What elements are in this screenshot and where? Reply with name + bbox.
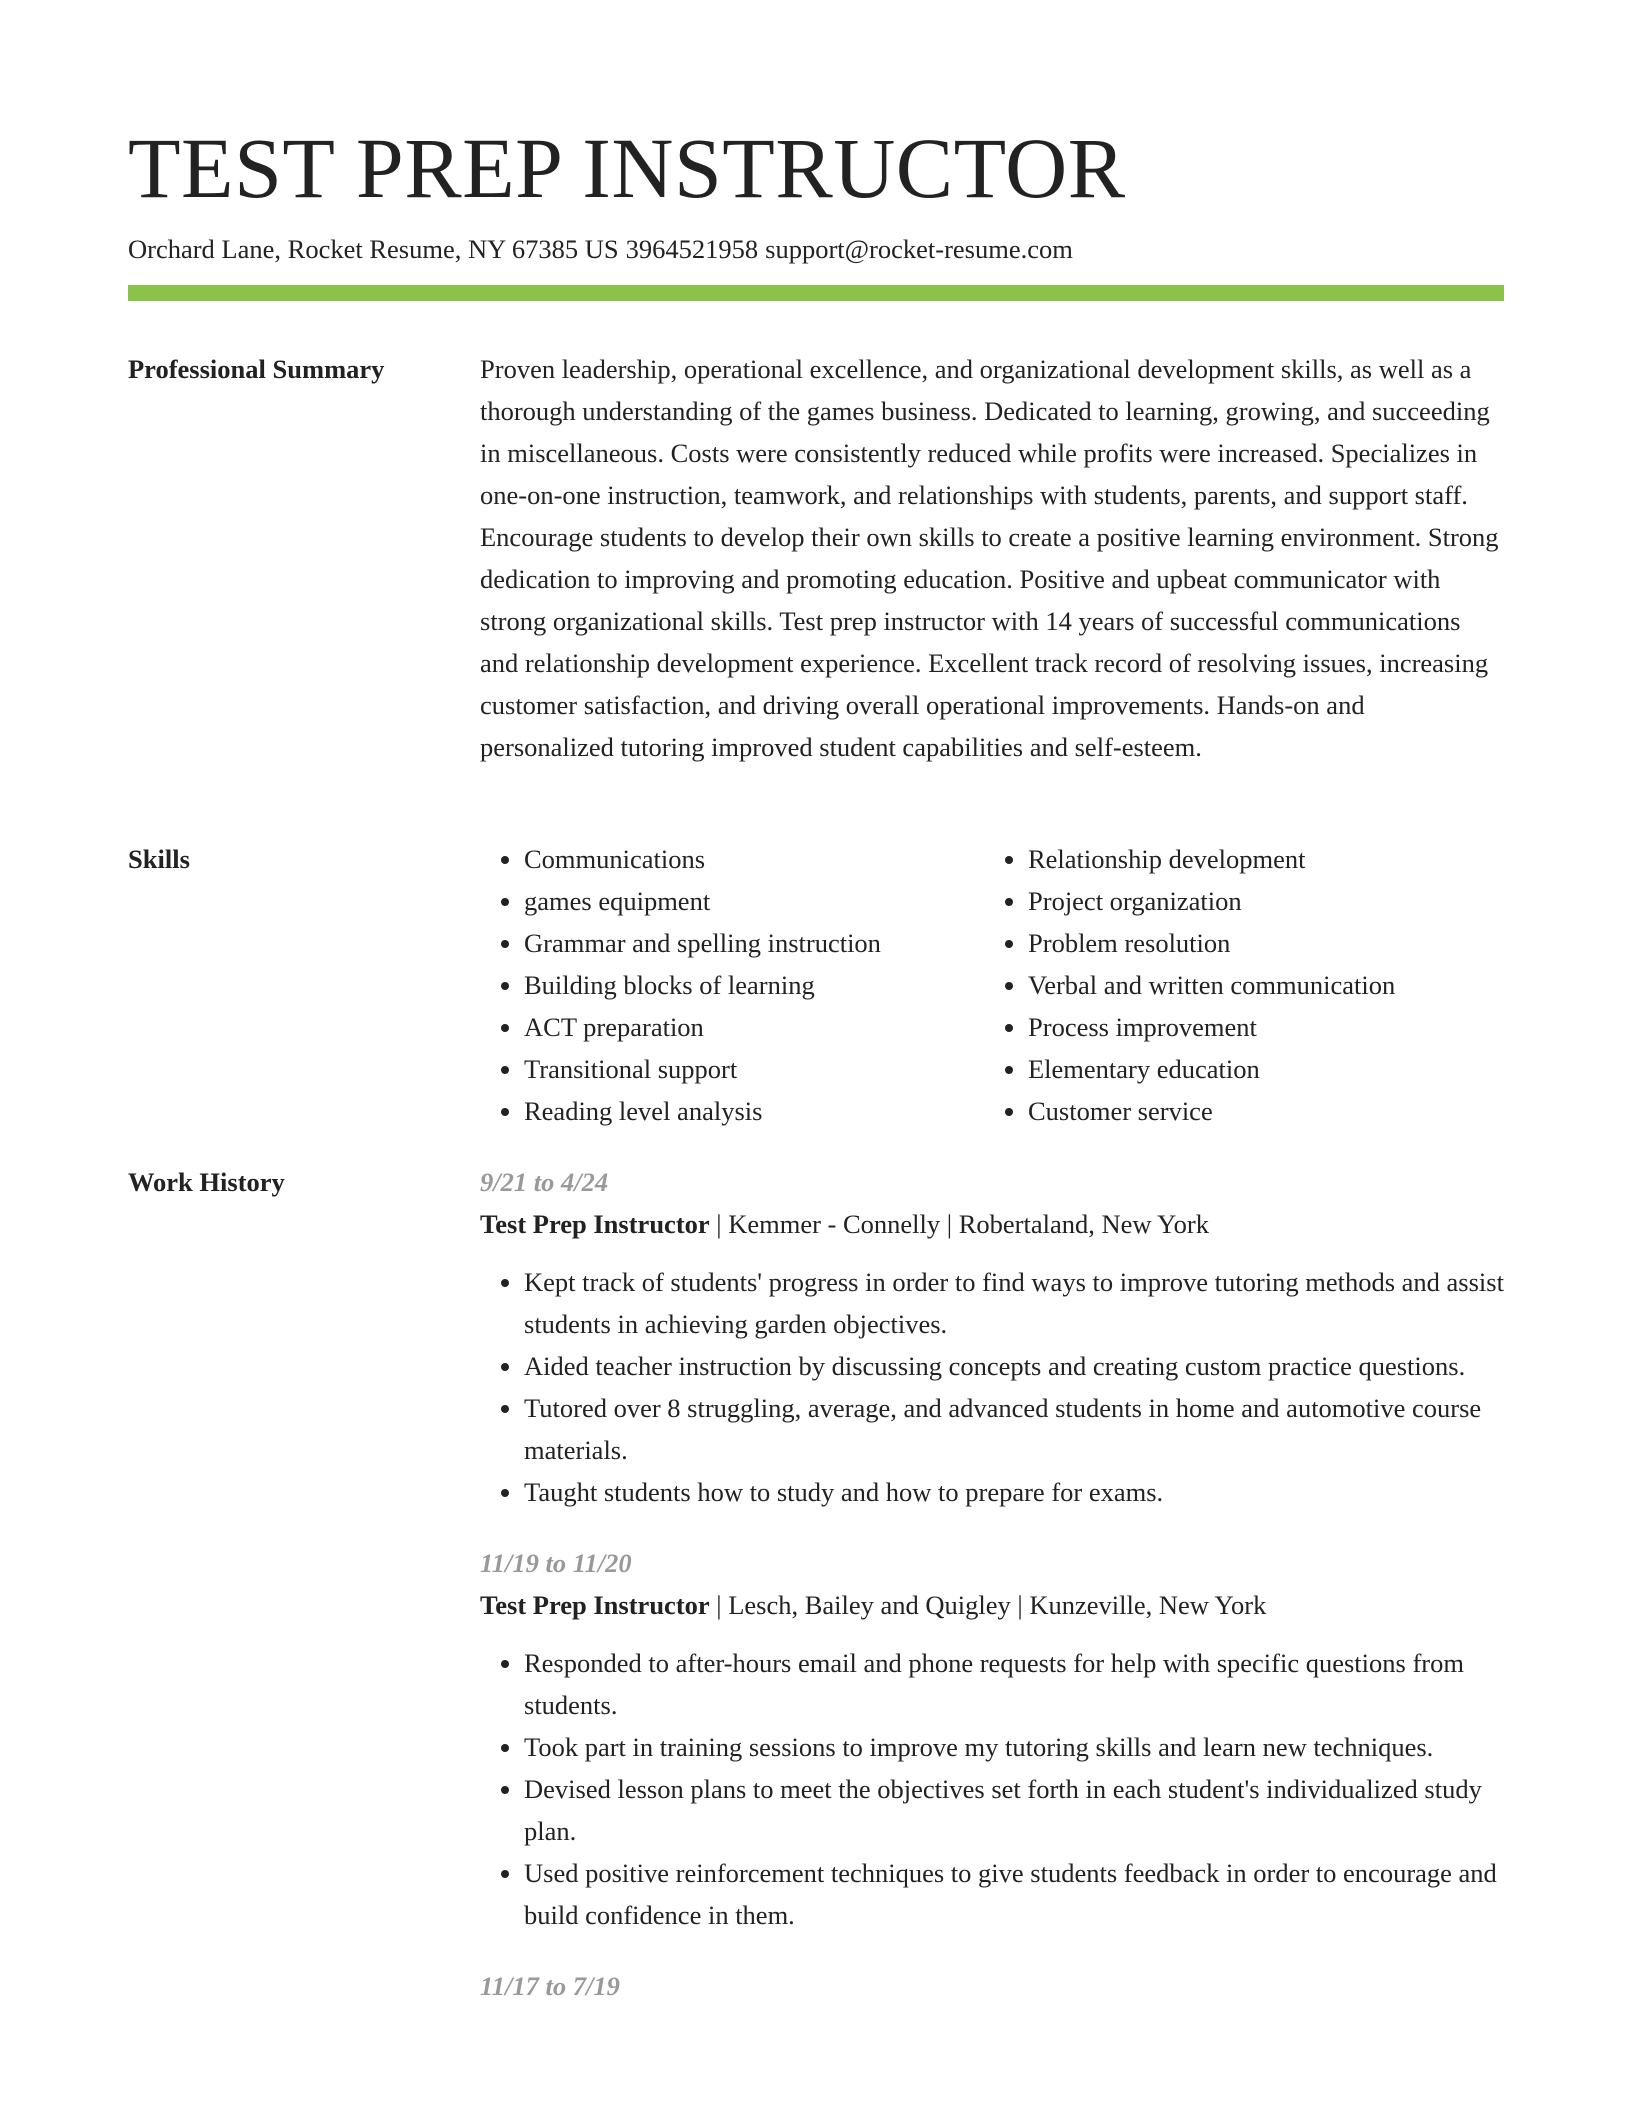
skill-item: • ACT preparation	[524, 1006, 984, 1048]
job-employer-location: | Kemmer - Connelly | Robertaland, New York	[709, 1209, 1209, 1239]
skill-item: • Verbal and written communication	[1028, 964, 1488, 1006]
job-duty: • Tutored over 8 struggling, average, and advanced students in home and automotive course materials.	[524, 1387, 1504, 1471]
skill-item: • Relationship development	[1028, 838, 1488, 880]
skill-item: • Process improvement	[1028, 1006, 1488, 1048]
job-duty: • Used positive reinforcement techniques to give students feedback in order to encourage and build confidence in them.	[524, 1852, 1504, 1936]
job-entry	[480, 1542, 1504, 1936]
job-dates: 9/21 to 4/24	[480, 1167, 609, 1197]
job-duty: • Kept track of students' progress in order to find ways to improve tutoring methods and assist students in achieving garden objectives.	[524, 1261, 1504, 1345]
skill-item: • Customer service	[1028, 1090, 1488, 1132]
contact-email: support@rocket-resume.com	[765, 234, 1073, 264]
job-title-line	[480, 1203, 1504, 1245]
contact-line	[128, 231, 1073, 267]
job-duty: • Responded to after-hours email and phone requests for help with specific questions from students.	[524, 1642, 1504, 1726]
skill-item: • Communications	[524, 838, 984, 880]
skills-body	[480, 838, 1504, 1132]
job-duties-list	[480, 1261, 1504, 1513]
job-dates: 11/17 to 7/19	[480, 1971, 620, 2001]
skills-list-right	[984, 838, 1488, 1132]
job-duty: • Devised lesson plans to meet the objectives set forth in each student's individualized study plan.	[524, 1768, 1504, 1852]
work-history-body	[480, 1161, 1504, 2036]
job-entry	[480, 1161, 1504, 1513]
skill-item: • Building blocks of learning	[524, 964, 984, 1006]
accent-divider	[128, 285, 1504, 301]
job-title: Test Prep Instructor	[480, 1590, 710, 1620]
job-duty: • Took part in training sessions to improve my tutoring skills and learn new techniques.	[524, 1726, 1504, 1768]
skill-item: • Reading level analysis	[524, 1090, 984, 1132]
skill-item: • Problem resolution	[1028, 922, 1488, 964]
skill-item: • Grammar and spelling instruction	[524, 922, 984, 964]
job-duty: • Taught students how to study and how to prepare for exams.	[524, 1471, 1504, 1513]
work-history-heading: Work History	[128, 1167, 285, 1197]
skill-item: • Elementary education	[1028, 1048, 1488, 1090]
job-entry	[480, 1965, 1504, 2007]
contact-address: Orchard Lane, Rocket Resume, NY 67385 US	[128, 234, 619, 264]
contact-phone: 3964521958	[625, 234, 759, 264]
job-title: Test Prep Instructor	[480, 1209, 710, 1239]
summary-heading: Professional Summary	[128, 354, 385, 384]
job-duties-list	[480, 1642, 1504, 1936]
summary-body	[480, 348, 1504, 768]
job-title-line	[480, 1584, 1504, 1626]
skills-heading: Skills	[128, 844, 190, 874]
resume-title: TEST PREP INSTRUCTOR	[128, 120, 1126, 216]
job-employer-location: | Lesch, Bailey and Quigley | Kunzeville, New York	[709, 1590, 1267, 1620]
job-duty: • Aided teacher instruction by discussing concepts and creating custom practice questions.	[524, 1345, 1504, 1387]
skills-list-left	[480, 838, 984, 1132]
skill-item: • games equipment	[524, 880, 984, 922]
job-dates: 11/19 to 11/20	[480, 1548, 632, 1578]
skill-item: • Transitional support	[524, 1048, 984, 1090]
skill-item: • Project organization	[1028, 880, 1488, 922]
summary-text: Proven leadership, operational excellence, and organizational development skills, as well as a thorough understanding of the games business. Dedicated to learning, growing, and succeeding in miscellaneous. Costs were consistently reduced while profits were increased. Specializes in one-on-one instruction, teamwork, and relationships with students, parents, and support staff. Encourage students to develop their own skills to create a positive learning environment. Strong dedication to improving and promoting education. Positive and upbeat communicator with strong organizational skills. Test prep instructor with 14 years of successful communications and relationship development experience. Excellent track record of resolving issues, increasing customer satisfaction, and driving overall operational improvements. Hands-on and personalized tutoring improved student capabilities and self-esteem.	[480, 354, 1499, 762]
